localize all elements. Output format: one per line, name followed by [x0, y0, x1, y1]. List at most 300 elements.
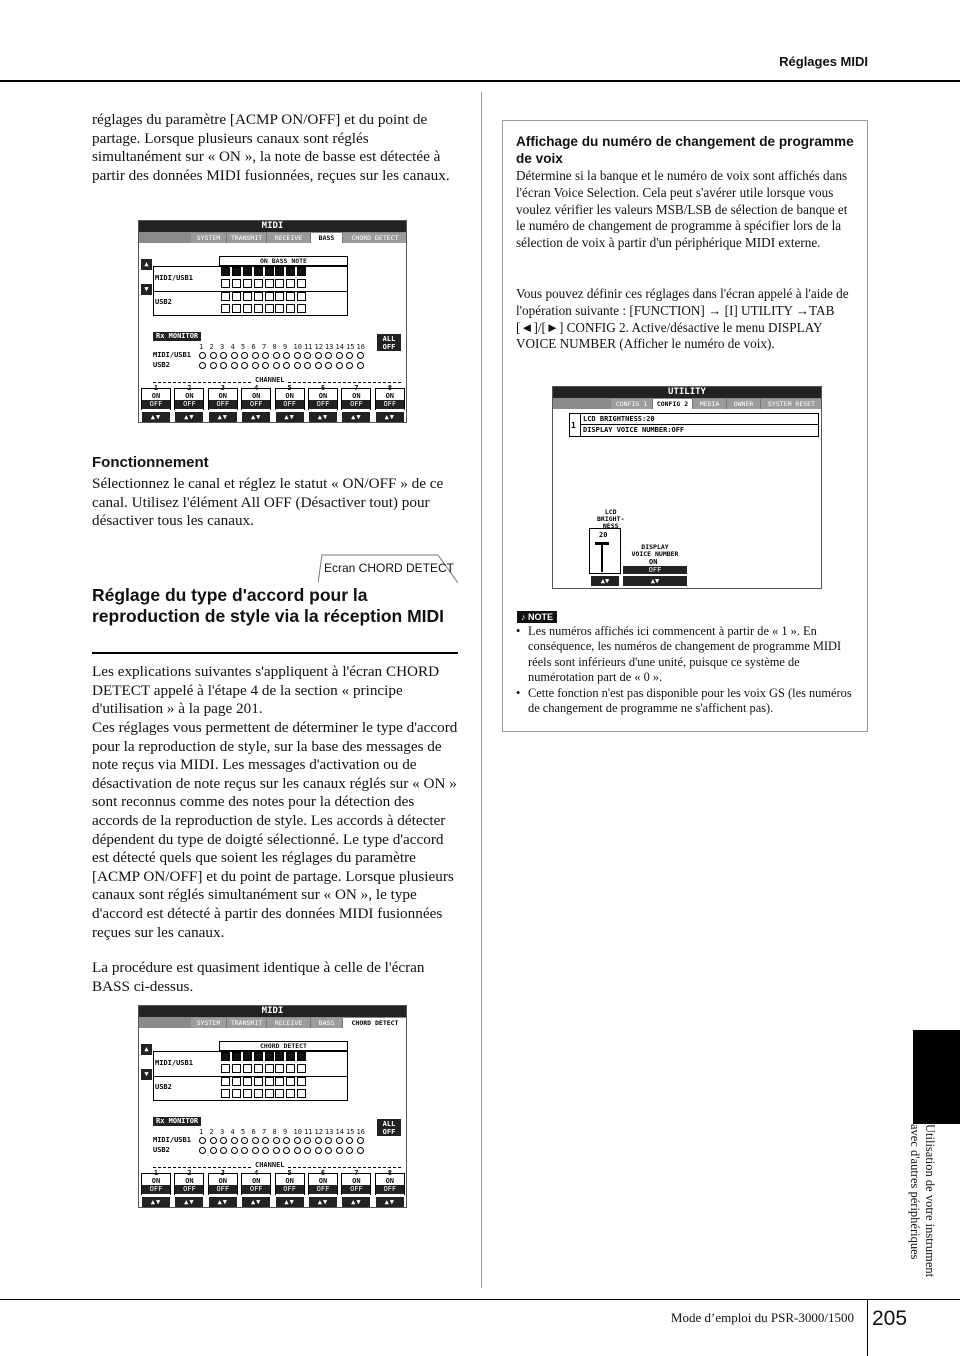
channel-cell[interactable]	[243, 1077, 252, 1086]
monitor-channel-number: 13	[325, 343, 334, 351]
lcd-midi-chord-detect	[138, 1005, 407, 1208]
tab-system-reset[interactable]: SYSTEM RESET	[761, 399, 822, 409]
body-paragraph-1: Les explications suivantes s'appliquent à l'écran CHORD DETECT appelé à l'étape 4 de la section « principe d'utilisation » à la page 201.	[92, 663, 440, 718]
monitor-dot	[220, 362, 227, 369]
channel-off[interactable]: OFF	[175, 400, 203, 409]
monitor-channel-number: 8	[272, 343, 277, 351]
monitor-dots-row	[199, 352, 367, 359]
channel-number: 5	[287, 1169, 292, 1177]
channel-label: CHANNEL	[255, 1161, 285, 1169]
channel-cell[interactable]	[243, 267, 252, 276]
channel-cell[interactable]	[254, 1064, 263, 1073]
channel-cell[interactable]	[265, 279, 274, 288]
slider-label-line-1: LCD	[604, 508, 617, 516]
monitor-dot	[294, 362, 301, 369]
channel-cell[interactable]	[254, 1089, 263, 1098]
monitor-dots-row	[199, 1137, 367, 1144]
channel-cell[interactable]	[275, 1064, 284, 1073]
note-item-1: • Les numéros affichés ici commencent à partir de « 1 ». En conséquence, les numéros de changement de programme MIDI réels sont inférieurs d'une unité, puisque ce système de numérotation part de « 0 ».	[516, 624, 856, 686]
monitor-dot	[325, 1147, 332, 1154]
monitor-channel-number: 16	[356, 1128, 365, 1136]
monitor-channel-number: 6	[251, 343, 256, 351]
channel-cell[interactable]	[297, 304, 306, 313]
monitor-dot	[220, 1137, 227, 1144]
monitor-dot	[220, 352, 227, 359]
channel-number: 3	[220, 384, 225, 392]
note-item-2: • Cette fonction n'est pas disponible pour les voix GS (les numéros de changement de programme ne s'affichent pas).	[516, 686, 856, 717]
monitor-channel-number: 12	[314, 1128, 323, 1136]
utility-line-lcd-brightness[interactable]: LCD BRIGHTNESS:20	[583, 415, 655, 423]
channel-arrows[interactable]: ▲▼	[209, 412, 237, 422]
slider-arrows[interactable]: ▲▼	[591, 576, 619, 586]
monitor-dot	[283, 1147, 290, 1154]
row-label-midi-usb1: MIDI/USB1	[155, 274, 193, 282]
monitor-dots-row	[199, 362, 367, 369]
channel-block-2[interactable]	[174, 384, 204, 423]
monitor-channel-number: 9	[283, 1128, 288, 1136]
channel-on[interactable]: ON	[185, 392, 194, 400]
channel-cell[interactable]	[243, 304, 252, 313]
monitor-dot	[231, 1147, 238, 1154]
channel-off[interactable]: OFF	[175, 1185, 203, 1194]
channel-off[interactable]: OFF	[142, 400, 170, 409]
channel-cell[interactable]	[286, 1077, 295, 1086]
monitor-dot	[346, 352, 353, 359]
monitor-dot	[336, 1147, 343, 1154]
channel-cell[interactable]	[243, 1089, 252, 1098]
channel-on[interactable]: ON	[318, 392, 328, 400]
tab-config1[interactable]: CONFIG 1	[611, 399, 653, 409]
channel-cell[interactable]	[275, 1077, 284, 1086]
tab-receive[interactable]: RECEIVE	[267, 1018, 311, 1028]
channel-cell[interactable]	[265, 304, 274, 313]
tab-system[interactable]: SYSTEM	[191, 1018, 227, 1028]
lcd-midi-bass	[138, 220, 407, 423]
footer-manual-title: Mode d’emploi du PSR-3000/1500	[670, 1310, 854, 1325]
channel-cell[interactable]	[286, 1064, 295, 1073]
channel-number: 2	[187, 384, 192, 392]
monitor-dot	[357, 1147, 364, 1154]
channel-on[interactable]: ON	[352, 392, 361, 400]
channel-cell[interactable]	[286, 279, 295, 288]
channel-on[interactable]: ON	[352, 1177, 361, 1185]
display-label-line-2: VOICE NUMBER	[631, 550, 679, 558]
channel-arrows[interactable]: ▲▼	[342, 412, 370, 422]
channel-cell[interactable]	[232, 1077, 241, 1086]
monitor-dot	[252, 1137, 259, 1144]
running-header: Réglages MIDI	[779, 54, 868, 69]
info-box-title: Affichage du numéro de changement de programme de voix	[516, 134, 854, 166]
channel-cell[interactable]	[254, 304, 263, 313]
option-on[interactable]: ON	[649, 558, 658, 566]
channel-off[interactable]: OFF	[376, 400, 404, 409]
channel-off[interactable]: OFF	[209, 400, 237, 409]
grid-header: ON BASS NOTE	[219, 256, 348, 266]
channel-cell[interactable]	[221, 1089, 230, 1098]
utility-title: UTILITY	[553, 387, 821, 398]
channel-off[interactable]: OFF	[242, 1185, 270, 1194]
channel-on[interactable]: ON	[251, 392, 261, 400]
channel-arrows[interactable]: ▲▼	[175, 1197, 203, 1207]
channel-cell[interactable]	[275, 304, 284, 313]
channel-block-5[interactable]	[275, 384, 305, 423]
channel-block-7[interactable]	[341, 384, 371, 423]
footer-rule	[0, 1299, 960, 1300]
channel-cell[interactable]	[232, 292, 241, 301]
channel-number: 8	[387, 1169, 392, 1177]
tab-media[interactable]: MEDIA	[693, 399, 727, 409]
channel-block-7[interactable]	[341, 1169, 371, 1208]
monitor-dot	[262, 352, 269, 359]
monitor-dot	[357, 1137, 364, 1144]
monitor-dot	[273, 1137, 280, 1144]
all-off-line-1: ALL	[382, 335, 396, 343]
lcd-title: MIDI	[139, 1006, 406, 1017]
monitor-dot	[283, 352, 290, 359]
channel-cell[interactable]	[297, 1064, 306, 1073]
channel-cell[interactable]	[265, 1052, 274, 1061]
channel-cell[interactable]	[265, 1089, 274, 1098]
channel-cell[interactable]	[232, 1089, 241, 1098]
channel-on[interactable]: ON	[251, 1177, 261, 1185]
channel-arrows[interactable]: ▲▼	[175, 412, 203, 422]
row-label-usb2: USB2	[155, 298, 172, 306]
channel-off[interactable]: OFF	[276, 1185, 304, 1194]
channel-off[interactable]: OFF	[376, 1185, 404, 1194]
channel-cell[interactable]	[297, 267, 306, 276]
tab-transmit[interactable]: TRANSMIT	[227, 233, 267, 243]
row-label-usb2: USB2	[155, 1083, 172, 1091]
channel-cell[interactable]	[286, 1089, 295, 1098]
display-arrows[interactable]: ▲▼	[623, 576, 687, 586]
utility-row-separator	[581, 424, 819, 425]
monitor-dot	[262, 1137, 269, 1144]
channel-cell[interactable]	[265, 1077, 274, 1086]
channel-label: CHANNEL	[255, 376, 285, 384]
channel-arrows[interactable]: ▲▼	[142, 412, 170, 422]
monitor-channel-number: 2	[209, 343, 214, 351]
channel-on[interactable]: ON	[151, 392, 161, 400]
monitor-dot	[283, 1137, 290, 1144]
fonctionnement-paragraph: Sélectionnez le canal et réglez le statut « ON/OFF » de ce canal. Utilisez l'élément All OFF (Désactiver tout) pour désactiver tous les canaux.	[92, 475, 444, 530]
channel-cell[interactable]	[254, 1077, 263, 1086]
channel-on[interactable]: ON	[385, 392, 395, 400]
slider-label-line-3: NESS	[602, 522, 619, 530]
channel-cell[interactable]	[275, 1089, 284, 1098]
channel-cell[interactable]	[297, 1089, 306, 1098]
monitor-dot	[252, 1147, 259, 1154]
channel-cell[interactable]	[275, 279, 284, 288]
body-paragraph-3: La procédure est quasiment identique à celle de l'écran BASS ci-dessus.	[92, 959, 425, 995]
lcd-tabs	[139, 232, 406, 243]
monitor-row-midi-usb1: MIDI/USB1	[153, 1136, 191, 1144]
channel-cell[interactable]	[232, 279, 241, 288]
channel-arrows[interactable]: ▲▼	[276, 412, 304, 422]
channel-on[interactable]: ON	[218, 392, 228, 400]
channel-cell[interactable]	[221, 267, 230, 276]
monitor-channel-number: 6	[251, 1128, 256, 1136]
monitor-channel-number: 7	[262, 343, 267, 351]
channel-cell[interactable]	[286, 292, 295, 301]
channel-cell[interactable]	[286, 1052, 295, 1061]
monitor-channel-number: 7	[262, 1128, 267, 1136]
channel-cell[interactable]	[275, 1052, 284, 1061]
channel-arrows[interactable]: ▲▼	[242, 1197, 270, 1207]
footer-divider	[867, 1299, 868, 1356]
monitor-channel-number: 8	[272, 1128, 277, 1136]
monitor-channel-number: 15	[346, 1128, 355, 1136]
tab-receive[interactable]: RECEIVE	[267, 233, 311, 243]
monitor-channel-number: 4	[230, 1128, 235, 1136]
channel-cell[interactable]	[297, 292, 306, 301]
up-arrow-icon[interactable]: ▲	[141, 259, 152, 270]
monitor-dot	[262, 1147, 269, 1154]
channel-cell[interactable]	[254, 279, 263, 288]
monitor-dot	[304, 352, 311, 359]
monitor-channel-number: 1	[199, 1128, 204, 1136]
tab-config2[interactable]: CONFIG 2	[653, 399, 693, 409]
channel-number: 7	[354, 1169, 359, 1177]
channel-cell[interactable]	[286, 304, 295, 313]
monitor-channel-number: 10	[293, 343, 302, 351]
channel-cell[interactable]	[265, 292, 274, 301]
channel-cell[interactable]	[275, 267, 284, 276]
monitor-dot	[262, 362, 269, 369]
tab-chord-detect[interactable]: CHORD DETECT	[343, 1018, 407, 1028]
channel-cell[interactable]	[221, 292, 230, 301]
channel-cell[interactable]	[254, 292, 263, 301]
monitor-channel-number: 3	[220, 343, 225, 351]
channel-cell[interactable]	[297, 1077, 306, 1086]
channel-cell[interactable]	[232, 304, 241, 313]
channel-on[interactable]: ON	[285, 392, 294, 400]
monitor-dot	[283, 362, 290, 369]
monitor-row-usb2: USB2	[153, 1146, 170, 1154]
chapter-tab-line-2: avec d'autres périphériques	[908, 1124, 922, 1260]
channel-arrows[interactable]: ▲▼	[342, 1197, 370, 1207]
channel-cells-row	[221, 267, 308, 276]
tab-chord-detect[interactable]: CHORD DETECT	[343, 233, 407, 243]
channel-cell[interactable]	[265, 1064, 274, 1073]
grid-header: CHORD DETECT	[219, 1041, 348, 1051]
monitor-channel-number: 3	[220, 1128, 225, 1136]
channel-arrows[interactable]: ▲▼	[309, 412, 337, 422]
channel-number: 5	[287, 384, 292, 392]
monitor-dot	[199, 1147, 206, 1154]
utility-line-display-voice-number[interactable]: DISPLAY VOICE NUMBER:OFF	[583, 426, 685, 434]
channel-arrows[interactable]: ▲▼	[309, 1197, 337, 1207]
channel-off[interactable]: OFF	[142, 1185, 170, 1194]
monitor-channel-number: 4	[230, 343, 235, 351]
monitor-dot	[315, 1137, 322, 1144]
monitor-dot	[304, 362, 311, 369]
channel-cells-row	[221, 1089, 308, 1098]
channel-off[interactable]: OFF	[309, 400, 337, 409]
up-arrow-icon[interactable]: ▲	[141, 1044, 152, 1055]
monitor-channel-number: 12	[314, 343, 323, 351]
channel-off[interactable]: OFF	[276, 400, 304, 409]
monitor-channel-number: 15	[346, 343, 355, 351]
tab-transmit[interactable]: TRANSMIT	[227, 1018, 267, 1028]
channel-cell[interactable]	[275, 292, 284, 301]
channel-cell[interactable]	[243, 1064, 252, 1073]
channel-block-4[interactable]	[241, 1169, 271, 1208]
channel-on[interactable]: ON	[151, 1177, 161, 1185]
monitor-channel-number: 5	[241, 343, 246, 351]
chapter-tab-text	[904, 1124, 944, 1284]
channel-block-8[interactable]	[375, 1169, 405, 1208]
monitor-dot	[336, 362, 343, 369]
channel-cell[interactable]	[221, 1052, 230, 1061]
chapter-tab-line-1: Utilisation de votre instrument	[923, 1124, 937, 1278]
monitor-dot	[199, 362, 206, 369]
channel-cell[interactable]	[221, 1077, 230, 1086]
all-off-line-1: ALL	[382, 1120, 396, 1128]
channel-arrows[interactable]: ▲▼	[376, 412, 404, 422]
channel-on[interactable]: ON	[385, 1177, 395, 1185]
channel-off[interactable]: OFF	[309, 1185, 337, 1194]
channel-block-6[interactable]	[308, 384, 338, 423]
channel-cells-row	[221, 1064, 308, 1073]
display-label-line-1: DISPLAY	[641, 543, 669, 551]
monitor-dot	[325, 352, 332, 359]
channel-on[interactable]: ON	[318, 1177, 328, 1185]
channel-cell[interactable]	[286, 267, 295, 276]
monitor-dot	[325, 362, 332, 369]
monitor-channel-number: 13	[325, 1128, 334, 1136]
monitor-row-usb2: USB2	[153, 361, 170, 369]
channel-block-4[interactable]	[241, 384, 271, 423]
all-off-button[interactable]	[377, 334, 401, 351]
monitor-dot	[336, 1137, 343, 1144]
channel-cell[interactable]	[254, 1052, 263, 1061]
channel-arrows[interactable]: ▲▼	[142, 1197, 170, 1207]
channel-cells-row	[221, 304, 308, 313]
monitor-dot	[210, 1137, 217, 1144]
channel-cell[interactable]	[221, 1064, 230, 1073]
down-arrow-icon[interactable]: ▼	[141, 284, 152, 295]
channel-cells-row	[221, 1077, 308, 1086]
channel-cell[interactable]	[232, 1064, 241, 1073]
channel-block-2[interactable]	[174, 1169, 204, 1208]
channel-block-1[interactable]	[141, 1169, 171, 1208]
channel-arrows[interactable]: ▲▼	[209, 1197, 237, 1207]
channel-off[interactable]: OFF	[342, 400, 370, 409]
down-arrow-icon[interactable]: ▼	[141, 1069, 152, 1080]
channel-cells-row	[221, 292, 308, 301]
monitor-dot	[325, 1137, 332, 1144]
utility-item-number: 1	[571, 421, 576, 430]
info-paragraph-1: Détermine si la banque et le numéro de voix sont affichés dans l'écran Voice Selection. Cela peut s'avérer utile lorsque vous voulez vérifier les valeurs MSB/LSB de sélection de banque et le numéro de changement de programme à spécifier lors de la sélection de voix à partir d'un périphérique MIDI externe.	[516, 168, 848, 251]
lcd-utility	[552, 386, 822, 589]
channel-cell[interactable]	[265, 267, 274, 276]
monitor-channel-number: 16	[356, 343, 365, 351]
channel-cell[interactable]	[232, 1052, 241, 1061]
section-rule	[92, 652, 458, 654]
monitor-dot	[210, 1147, 217, 1154]
monitor-channel-number: 14	[335, 343, 344, 351]
option-off-selected[interactable]: OFF	[623, 566, 687, 574]
monitor-dot	[241, 362, 248, 369]
monitor-dot	[294, 1147, 301, 1154]
monitor-dot	[304, 1147, 311, 1154]
channel-off[interactable]: OFF	[242, 400, 270, 409]
monitor-dot	[210, 362, 217, 369]
channel-arrows[interactable]: ▲▼	[276, 1197, 304, 1207]
column-divider	[481, 92, 482, 1288]
monitor-channel-number: 5	[241, 1128, 246, 1136]
display-voice-number-label	[623, 544, 687, 558]
monitor-dot	[346, 1147, 353, 1154]
all-off-button[interactable]	[377, 1119, 401, 1136]
channel-block-3[interactable]	[208, 1169, 238, 1208]
slider-track	[601, 542, 603, 572]
channel-arrows[interactable]: ▲▼	[242, 412, 270, 422]
channel-cell[interactable]	[221, 279, 230, 288]
channel-cell[interactable]	[243, 1052, 252, 1061]
screen-tab-label	[318, 553, 458, 583]
channel-arrows[interactable]: ▲▼	[376, 1197, 404, 1207]
channel-on[interactable]: ON	[285, 1177, 294, 1185]
channel-on[interactable]: ON	[185, 1177, 194, 1185]
monitor-dot	[315, 362, 322, 369]
monitor-dot	[315, 1147, 322, 1154]
channel-number: 6	[320, 384, 326, 392]
channel-cell[interactable]	[243, 292, 252, 301]
tab-system[interactable]: SYSTEM	[191, 233, 227, 243]
monitor-dots-row	[199, 1147, 367, 1154]
monitor-dot	[252, 352, 259, 359]
channel-number: 7	[354, 384, 359, 392]
channel-block-3[interactable]	[208, 384, 238, 423]
tab-bass[interactable]: BASS	[311, 1018, 343, 1028]
channel-cell[interactable]	[254, 267, 263, 276]
channel-cell[interactable]	[297, 279, 306, 288]
channel-cell[interactable]	[232, 267, 241, 276]
channel-block-1[interactable]	[141, 384, 171, 423]
channel-on[interactable]: ON	[218, 1177, 228, 1185]
tab-owner[interactable]: OWNER	[727, 399, 761, 409]
monitor-dot	[252, 362, 259, 369]
slider-label	[597, 509, 624, 530]
all-off-line-2: OFF	[382, 1128, 396, 1136]
note-icon: ♪	[521, 612, 526, 622]
tab-bass[interactable]: BASS	[311, 233, 343, 243]
monitor-dot	[357, 362, 364, 369]
channel-block-6[interactable]	[308, 1169, 338, 1208]
rx-monitor-badge: Rx MONITOR	[153, 332, 201, 341]
tab-label-text: Ecran CHORD DETECT	[324, 561, 455, 575]
channel-cell[interactable]	[243, 279, 252, 288]
channel-block-8[interactable]	[375, 384, 405, 423]
monitor-dot	[304, 1137, 311, 1144]
channel-block-5[interactable]	[275, 1169, 305, 1208]
brightness-slider[interactable]	[589, 528, 621, 574]
rx-monitor-badge: Rx MONITOR	[153, 1117, 201, 1126]
channel-cell[interactable]	[297, 1052, 306, 1061]
channel-off[interactable]: OFF	[209, 1185, 237, 1194]
channel-cell[interactable]	[221, 304, 230, 313]
monitor-dot	[346, 362, 353, 369]
lcd-tabs	[139, 1017, 406, 1028]
channel-off[interactable]: OFF	[342, 1185, 370, 1194]
monitor-dot	[231, 362, 238, 369]
row-label-midi-usb1: MIDI/USB1	[155, 1059, 193, 1067]
monitor-row-midi-usb1: MIDI/USB1	[153, 351, 191, 359]
header-rule	[0, 80, 960, 82]
page-number: 205	[872, 1307, 908, 1330]
utility-tabs	[553, 398, 821, 409]
